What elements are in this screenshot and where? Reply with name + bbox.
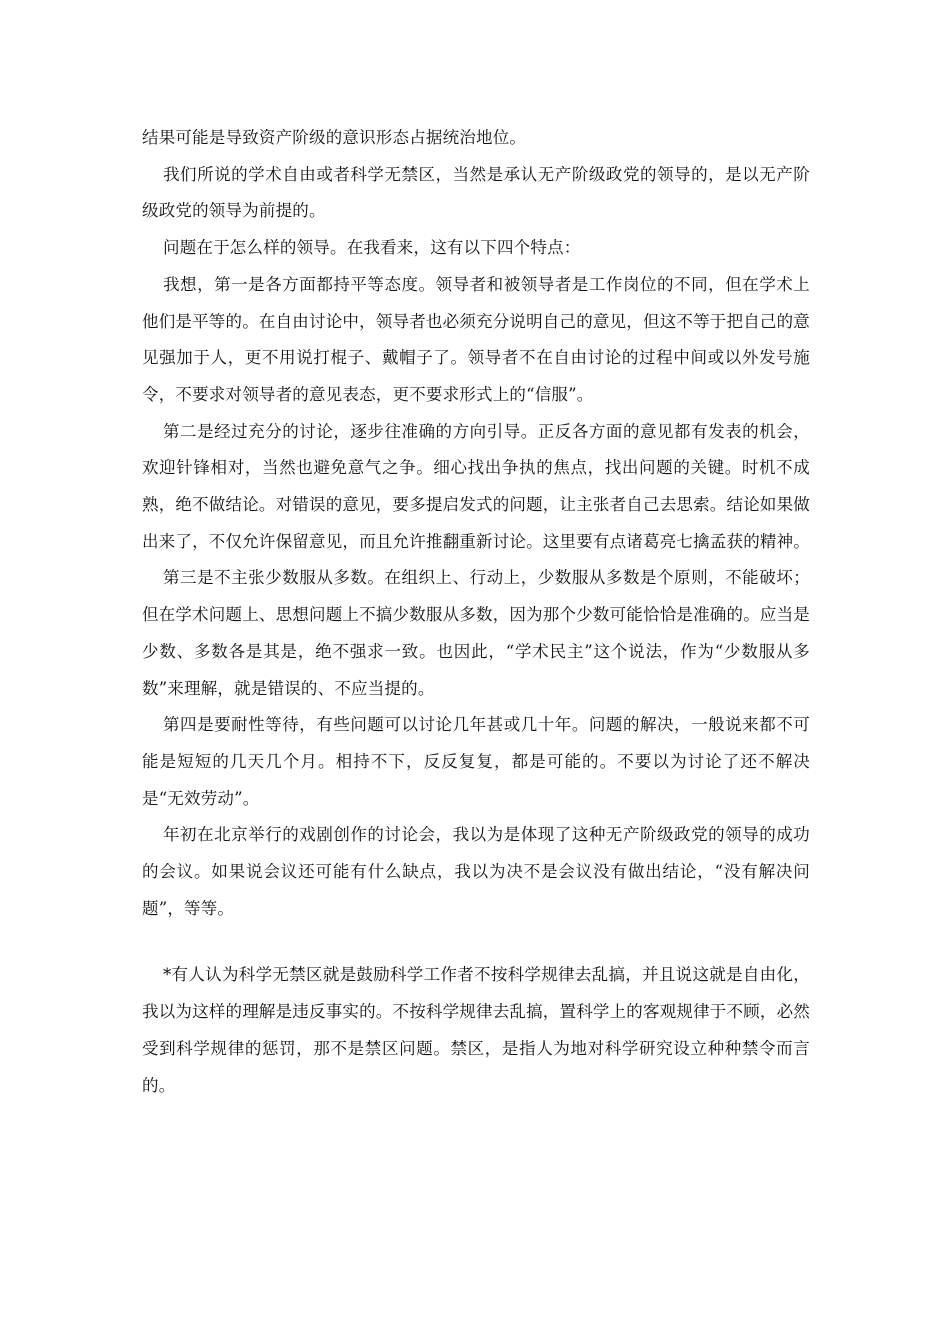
paragraph-point-two: 第二是经过充分的讨论，逐步往准确的方向引导。正反各方面的意见都有发表的机会，欢迎针锋相对，当然也避免意气之争。细心找出争执的焦点，找出问题的关键。时机不成熟，绝不做结论。对错误的意见，要多提启发式的问题，让主张者自己去思索。结论如果做出来了，不仅允许保留意见，而且允许推翻重新讨论。这里要有点诸葛亮七擒孟获的精神。 <box>142 421 810 551</box>
paragraph-academic-freedom: 我们所说的学术自由或者科学无禁区，当然是承认无产阶级政党的领导的，是以无产阶级政党的领导为前提的。 <box>142 164 810 221</box>
paragraph-point-one: 我想，第一是各方面都持平等态度。领导者和被领导者是工作岗位的不同，但在学术上他们是平等的。在自由讨论中，领导者也必须充分说明自己的意见，但这不等于把自己的意见强加于人，更不用说打棍子、戴帽子了。领导者不在自由讨论的过程中间或以外发号施令，不要求对领导者的意见表态，更不要求形式上的“信服”。 <box>142 274 810 404</box>
footnote: *有人认为科学无禁区就是鼓励科学工作者不按科学规律去乱搞，并且说这就是自由化，我以为这样的理解是违反事实的。不按科学规律去乱搞，置科学上的客观规律于不顾，必然受到科学规律的惩罚，那不是禁区问题。禁区，是指人为地对科学研究设立种种禁令而言的。 <box>142 965 810 1095</box>
paragraph-point-three: 第三是不主张少数服从多数。在组织上、行动上，少数服从多数是个原则，不能破坏；但在学术问题上、思想问题上不搞少数服从多数，因为那个少数可能恰恰是准确的。应当是少数、多数各是其是，绝不强求一致。也因此，“学术民主”这个说法，作为“少数服从多数”来理解，就是错误的、不应当提的。 <box>142 568 810 698</box>
paragraph-point-four: 第四是要耐性等待，有些问题可以讨论几年甚或几十年。问题的解决，一般说来都不可能是短短的几天几个月。相持不下，反反复复，都是可能的。不要以为讨论了还不解决是“无效劳动”。 <box>142 715 810 808</box>
document-page <box>142 120 810 1104</box>
paragraph-drama-conference: 年初在北京举行的戏剧创作的讨论会，我以为是体现了这种无产阶级政党的领导的成功的会议。如果说会议还可能有什么缺点，我以为决不是会议没有做出结论，“没有解决问题”，等等。 <box>142 825 810 918</box>
paragraph-question: 问题在于怎么样的领导。在我看来，这有以下四个特点： <box>163 238 581 258</box>
paragraph-continuation: 结果可能是导致资产阶级的意识形态占据统治地位。 <box>142 128 527 147</box>
